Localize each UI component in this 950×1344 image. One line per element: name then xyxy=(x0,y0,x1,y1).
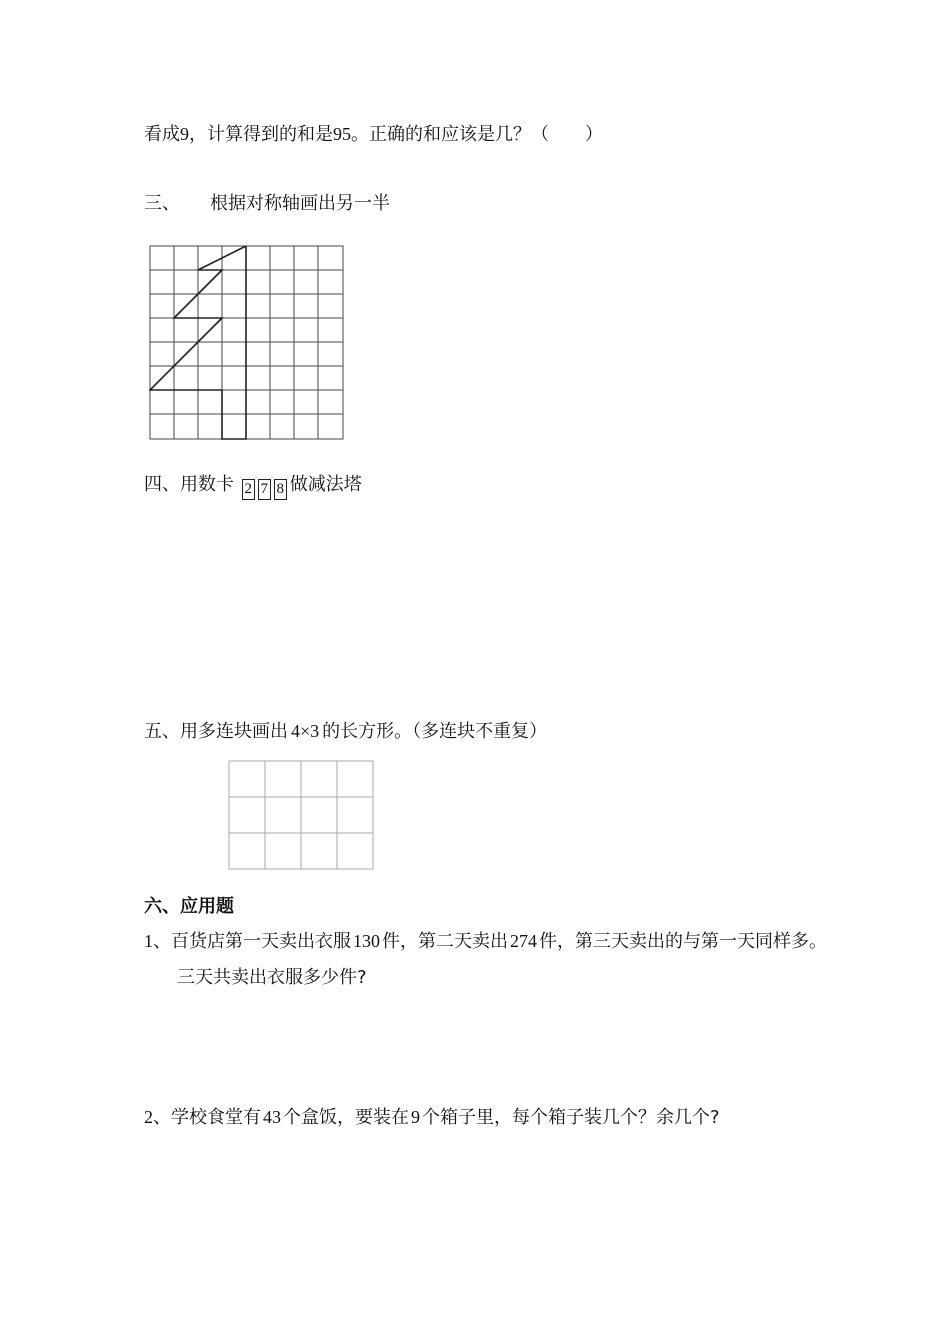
problem-1-n1: 130 xyxy=(353,931,380,951)
symmetry-grid xyxy=(149,245,345,443)
problem-1-n2: 274 xyxy=(510,931,537,951)
question-continuation xyxy=(144,122,603,147)
section-5-heading xyxy=(144,719,547,744)
section-4-title: 四、用数卡 xyxy=(144,474,234,495)
section-5-text-2: 的长方形。（多连块不重复） xyxy=(322,721,548,742)
q-text-2: ，计算得到的和是 xyxy=(189,124,333,145)
problem-1-text-2: 件，第二天卖出 xyxy=(382,931,508,952)
problem-2-text-2: 个盒饭，要装在 xyxy=(283,1107,409,1128)
problem-2-number: 2 xyxy=(144,1107,153,1127)
number-card-8: 8 xyxy=(274,479,287,500)
section-3-index: 三、 xyxy=(144,193,180,214)
section-6-heading: 六、应用题 xyxy=(144,896,234,917)
number-card-7: 7 xyxy=(258,479,271,500)
problem-2-text-1: 、学校食堂有 xyxy=(153,1107,261,1128)
number-card-2: 2 xyxy=(242,479,255,500)
q-number-9: 9 xyxy=(180,124,189,144)
section-3-title: 根据对称轴画出另一半 xyxy=(210,193,390,214)
section-5-text-1: 五、用多连块画出 xyxy=(144,721,288,742)
problem-1-number: 1 xyxy=(144,931,153,951)
problem-2 xyxy=(144,1105,720,1130)
q-text-1: 看成 xyxy=(144,124,180,145)
section-5-expr: 4×3 xyxy=(291,721,320,741)
problem-2-n1: 43 xyxy=(263,1107,281,1127)
problem-1-line-2: 三天共卖出衣服多少件? xyxy=(177,967,367,988)
problem-1-text-1: 、百货店第一天卖出衣服 xyxy=(153,931,351,952)
q-text-3: 。正确的和应该是几？（ ） xyxy=(351,124,603,145)
section-3-heading xyxy=(144,192,390,216)
problem-1-text-3: 件，第三天卖出的与第一天同样多。 xyxy=(539,931,827,952)
problem-2-n2: 9 xyxy=(411,1107,420,1127)
problem-1 xyxy=(144,929,827,954)
section-4-heading xyxy=(144,473,362,500)
problem-2-text-3: 个箱子里，每个箱子装几个？余几个? xyxy=(422,1107,720,1128)
q-number-95: 95 xyxy=(333,124,351,144)
section-4-suffix: 做减法塔 xyxy=(289,474,362,495)
rectangle-grid xyxy=(228,760,376,872)
